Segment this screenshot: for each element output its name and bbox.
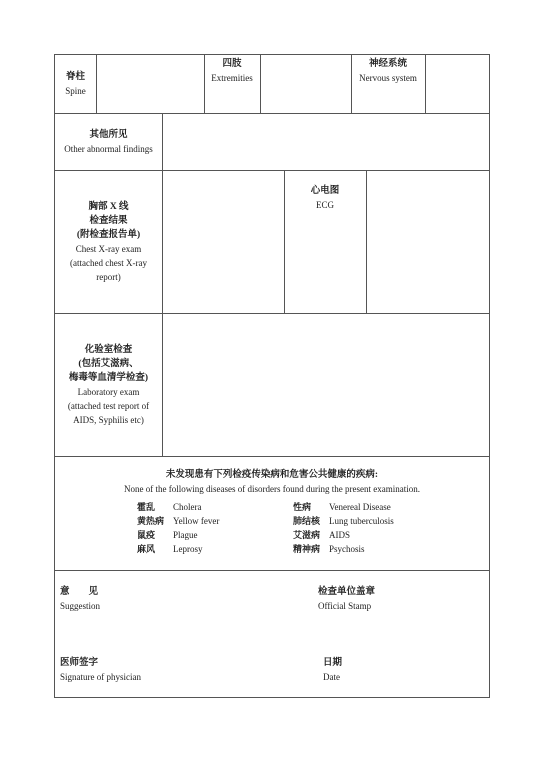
- nervous-system-value-field[interactable]: [426, 55, 489, 113]
- other-findings-label-en: Other abnormal findings: [64, 143, 153, 154]
- disease-row: [137, 528, 449, 542]
- suggestion-label: [60, 585, 100, 613]
- spine-label: [55, 55, 96, 113]
- suggestion-label-en: Suggestion: [60, 601, 101, 611]
- date-label-zh: 日期: [323, 658, 343, 668]
- ecg-label: [284, 170, 366, 313]
- nervous-system-label-zh: 神经系统: [368, 59, 407, 69]
- ecg-value-field[interactable]: [367, 170, 489, 313]
- spine-label-en: Spine: [65, 86, 86, 96]
- chest-xray-label: [55, 170, 162, 313]
- physician-signature-label-zh: 医师签字: [60, 658, 99, 668]
- disease-name-zh: 精神病: [293, 544, 321, 554]
- extremities-label-en: Extremities: [211, 73, 253, 83]
- extremities-value-field[interactable]: [261, 55, 351, 113]
- lab-en-line: (attached test report of: [67, 400, 150, 411]
- spine-value-field[interactable]: [97, 55, 204, 113]
- official-stamp-label: [318, 585, 375, 613]
- disease-name-zh: 黄热病: [137, 516, 165, 526]
- disease-name-zh: 霍乱: [137, 502, 156, 512]
- disease-name-en: Plague: [173, 530, 198, 540]
- disease-name-zh: 鼠疫: [137, 530, 156, 540]
- chest-xray-zh-line: 检查结果: [89, 215, 128, 226]
- date-label: [323, 656, 342, 684]
- chest-xray-en-line: (attached chest X-ray: [70, 257, 147, 268]
- disease-name-en: Lung tuberculosis: [329, 516, 394, 526]
- date-label-en: Date: [323, 672, 340, 682]
- other-findings-label: [55, 113, 162, 170]
- lab-zh-line: 梅毒等血清学检查): [68, 372, 149, 383]
- diseases-title-zh: 未发现患有下列检疫传染病和危害公共健康的疾病:: [165, 470, 379, 480]
- chest-xray-en-line: report): [96, 271, 121, 282]
- disease-row: [137, 542, 449, 556]
- disease-name-en: Leprosy: [173, 544, 203, 554]
- official-stamp-label-en: Official Stamp: [318, 601, 372, 611]
- ecg-label-zh: 心电图: [310, 186, 340, 196]
- extremities-label-zh: 四肢: [222, 59, 242, 69]
- disease-name-zh: 性病: [293, 502, 312, 512]
- disease-name-zh: 麻风: [137, 544, 156, 554]
- chest-xray-value-field[interactable]: [163, 170, 284, 313]
- diseases-title-en: None of the following diseases of disorders found during the present examination.: [124, 484, 420, 494]
- row-divider: [55, 570, 489, 571]
- laboratory-exam-value-field[interactable]: [163, 313, 489, 456]
- official-stamp-label-zh: 检查单位盖章: [318, 587, 376, 597]
- other-findings-label-zh: 其他所见: [89, 129, 128, 140]
- disease-name-zh: 艾滋病: [293, 530, 321, 540]
- lab-zh-line: 化验室检查: [84, 344, 133, 355]
- row-divider: [55, 456, 489, 457]
- diseases-heading: [55, 468, 489, 498]
- laboratory-exam-label: [55, 313, 162, 456]
- nervous-system-label-en: Nervous system: [359, 73, 417, 83]
- ecg-label-en: ECG: [316, 200, 334, 210]
- medical-form: [54, 54, 490, 698]
- other-findings-value-field[interactable]: [163, 113, 489, 170]
- disease-name-en: Yellow fever: [173, 516, 220, 526]
- disease-row: [137, 514, 449, 528]
- disease-name-en: Psychosis: [329, 544, 365, 554]
- disease-name-en: Venereal Disease: [329, 502, 391, 512]
- lab-en-line: Laboratory exam: [77, 386, 140, 397]
- disease-name-en: Cholera: [173, 502, 202, 512]
- chest-xray-zh-line: 胸部 X 线: [88, 201, 129, 212]
- physician-signature-label-en: Signature of physician: [60, 672, 141, 682]
- suggestion-label-zh: 意 见: [60, 587, 99, 597]
- chest-xray-zh-line: (附检查报告单): [76, 229, 141, 240]
- disease-list: [137, 500, 449, 556]
- disease-row: [137, 500, 449, 514]
- lab-en-line: AIDS, Syphilis etc): [73, 414, 144, 425]
- lab-zh-line: (包括艾滋病、: [78, 358, 139, 369]
- spine-label-zh: 脊柱: [65, 72, 85, 82]
- nervous-system-label: [351, 55, 425, 113]
- physician-signature-label: [60, 656, 141, 684]
- extremities-label: [204, 55, 260, 113]
- disease-name-zh: 肺结核: [293, 516, 321, 526]
- disease-name-en: AIDS: [329, 530, 351, 540]
- chest-xray-en-line: Chest X-ray exam: [75, 243, 142, 254]
